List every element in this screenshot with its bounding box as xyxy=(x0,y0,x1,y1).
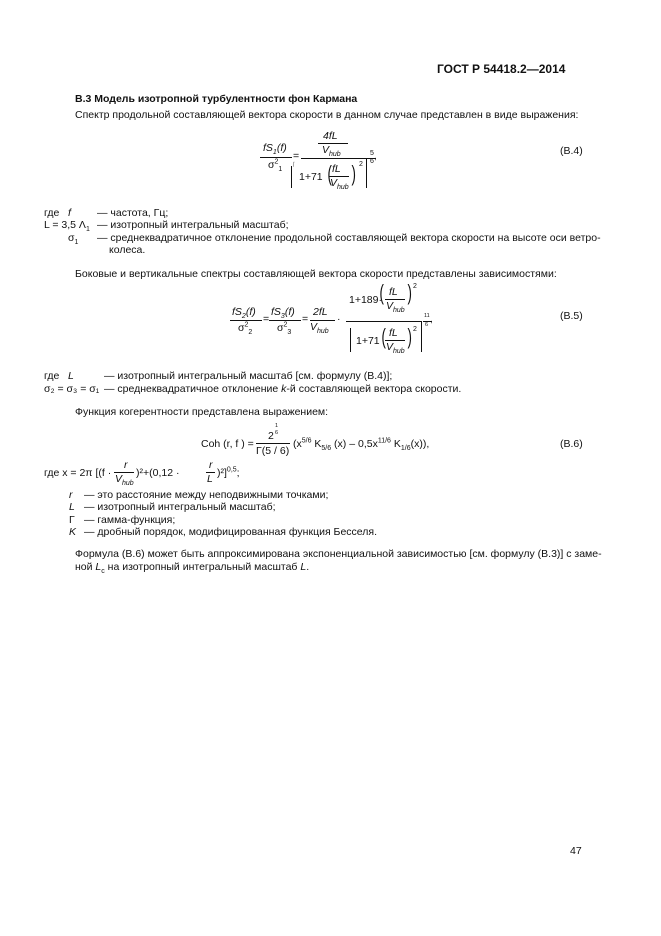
b5-bot-square: 2 xyxy=(413,326,417,333)
b5-l1-den: $\sigma^2_2$ xyxy=(238,321,253,337)
b5-bot-paren-open: ( xyxy=(381,324,386,349)
b4-paren-open: ( xyxy=(327,161,332,186)
where-b6-frac1-num: r xyxy=(124,459,128,471)
b4-comma: , xyxy=(374,150,377,162)
b4-lhs-denominator: $\sigma^2_1$ xyxy=(268,158,283,174)
b4-numerator-top: 4fL xyxy=(323,130,338,142)
where-b5-text-L: — изотропный интегральный масштаб [см. формулу (В.4)]; xyxy=(104,370,393,382)
b4-bracket-left xyxy=(291,166,292,188)
b6-fraction-bar xyxy=(256,443,290,444)
b5-top-paren-close: ) xyxy=(407,280,412,305)
closing-line1: Формула (В.6) может быть аппроксимирована экспоненциальной зависимостью [см. формулу (В.3)] с заме- xyxy=(75,548,602,560)
where-b6-frac2-den: L xyxy=(207,473,213,485)
b5-comma: , xyxy=(430,313,433,325)
lateral-intro: Боковые и вертикальные спектры составляющей вектора скорости представлены зависимостями: xyxy=(75,268,557,280)
where-b6-symbol-K: K xyxy=(69,526,77,538)
where-b4-lead: где xyxy=(44,207,60,219)
b5-top-frac-num: fL xyxy=(389,286,398,298)
b6-num-exp-den: 6 xyxy=(275,430,279,436)
where-b6-frac2-num: r xyxy=(209,459,213,471)
b5-eq2: = xyxy=(302,313,309,325)
b5-bot-paren-close: ) xyxy=(407,324,412,349)
b5-bot-one: 1+71 xyxy=(356,335,380,347)
where-b4-text-sigma: — среднеквадратичное отклонение продольной составляющей вектора скорости на высоте оси ветро- xyxy=(97,232,601,244)
b5-number: (В.5) xyxy=(560,310,583,322)
closing-line2: ной $L_c$ на изотропный интегральный масштаб L. xyxy=(75,561,310,576)
b5-main-bar xyxy=(346,321,422,322)
where-b6-text-r: — это расстояние между неподвижными точками; xyxy=(84,489,329,501)
b4-den-frac-den: $V_{hub}$ xyxy=(330,177,349,192)
where-b4-symbol-L: L = 3,5 $\Lambda_1$ xyxy=(44,219,90,234)
b5-top-frac-den: $V_{hub}$ xyxy=(386,300,405,315)
b5-exp-den: 6 xyxy=(425,322,429,328)
b6-num-base: 2 xyxy=(268,430,274,442)
b4-den-frac-num: fL xyxy=(332,163,341,175)
b5-r-num: 2fL xyxy=(313,306,328,318)
where-b6-text-gamma: — гамма-функция; xyxy=(84,514,176,526)
where-b4-text-f: — частота, Гц; xyxy=(97,207,169,219)
b5-top-paren-open: ( xyxy=(379,280,384,305)
section-title: В.3 Модель изотропной турбулентности фон Кармана xyxy=(75,93,358,105)
b5-bracket-right xyxy=(421,322,422,352)
doc-id-header: ГОСТ Р 54418.2—2014 xyxy=(437,62,566,76)
where-b4-text-L: — изотропный интегральный масштаб; xyxy=(97,219,289,231)
b6-den: Γ(5 / 6) xyxy=(256,445,290,457)
b5-r-den: $V_{hub}$ xyxy=(310,321,329,336)
b4-numerator-bottom: $V_{hub}$ xyxy=(322,144,341,159)
where-b6-text-K: — дробный порядок, модифицированная функция Бесселя. xyxy=(84,526,378,538)
b4-exp-den: 6 xyxy=(370,158,374,165)
where-b6-lead: где x = 2π [(f · xyxy=(44,467,112,479)
b6-number: (В.6) xyxy=(560,438,583,450)
where-b4-text-sigma-cont: колеса. xyxy=(109,244,146,256)
where-b6-text-L: — изотропный интегральный масштаб; xyxy=(84,501,276,513)
b4-lhs-numerator: $fS_1(f)$ xyxy=(263,142,287,157)
where-b5-lead: где xyxy=(44,370,60,382)
where-b6-symbol-gamma: Γ xyxy=(69,514,75,526)
where-b4-symbol-f: f xyxy=(68,207,71,219)
b4-number: (В.4) xyxy=(560,145,583,157)
where-b5-text-sigma: — среднеквадратичное отклонение k-й составляющей вектора скорости. xyxy=(104,383,462,395)
page-number: 47 xyxy=(570,845,582,857)
where-b4-symbol-sigma: $\sigma_1$ xyxy=(68,232,79,247)
b6-lhs: Coh (r, f ) = xyxy=(201,438,254,450)
b5-l2-den: $\sigma^2_3$ xyxy=(277,321,292,337)
b4-bracket-left-top: ⌈ xyxy=(293,162,296,168)
b5-bracket-left xyxy=(350,328,351,352)
b4-equals: = xyxy=(293,150,300,162)
b5-l2-num: $fS_3(f)$ xyxy=(271,306,295,321)
section-intro: Спектр продольной составляющей вектора скорости в данном случае представлен в виде выражения: xyxy=(75,109,579,121)
coherence-intro: Функция когерентности представлена выражением: xyxy=(75,406,329,418)
b5-top-square: 2 xyxy=(413,283,417,290)
b5-l1-num: $fS_2(f)$ xyxy=(232,306,256,321)
where-b6-symbol-L: L xyxy=(69,501,75,513)
b5-eq1: = xyxy=(263,313,270,325)
where-b6-symbol-r: r xyxy=(69,489,73,501)
b4-den-square: 2 xyxy=(359,161,363,168)
b6-num-exp-num: 1 xyxy=(275,423,279,429)
where-b6-frac1-den: $V_{hub}$ xyxy=(115,473,134,488)
where-b6-tail: )²]$^{0,5}$; xyxy=(217,466,240,479)
b4-main-fraction-bar xyxy=(301,158,369,159)
b4-exp-num: 5 xyxy=(370,150,374,157)
b5-exp-num: 11 xyxy=(424,313,430,319)
b5-top-one: 1+189· xyxy=(349,294,382,306)
b4-bracket-right xyxy=(366,158,367,188)
where-b6-mid: )²+(0,12 · xyxy=(136,467,180,479)
where-b5-symbol-sigma: σ₂ = σ₃ = σ₁ xyxy=(44,383,100,395)
b6-rhs: ($x^{5/6}$ $K_{5/6}$ $(x) - 0,5x^{11/6}$ $K_{1/6}(x)$), xyxy=(293,437,430,453)
b5-dot: · xyxy=(337,313,341,325)
b4-paren-close: ) xyxy=(351,161,356,186)
b5-bot-frac-num: fL xyxy=(389,327,398,339)
b5-bot-frac-den: $V_{hub}$ xyxy=(386,341,405,356)
where-b5-symbol-L: L xyxy=(68,370,74,382)
b4-denominator-one: 1+71 xyxy=(299,171,323,183)
